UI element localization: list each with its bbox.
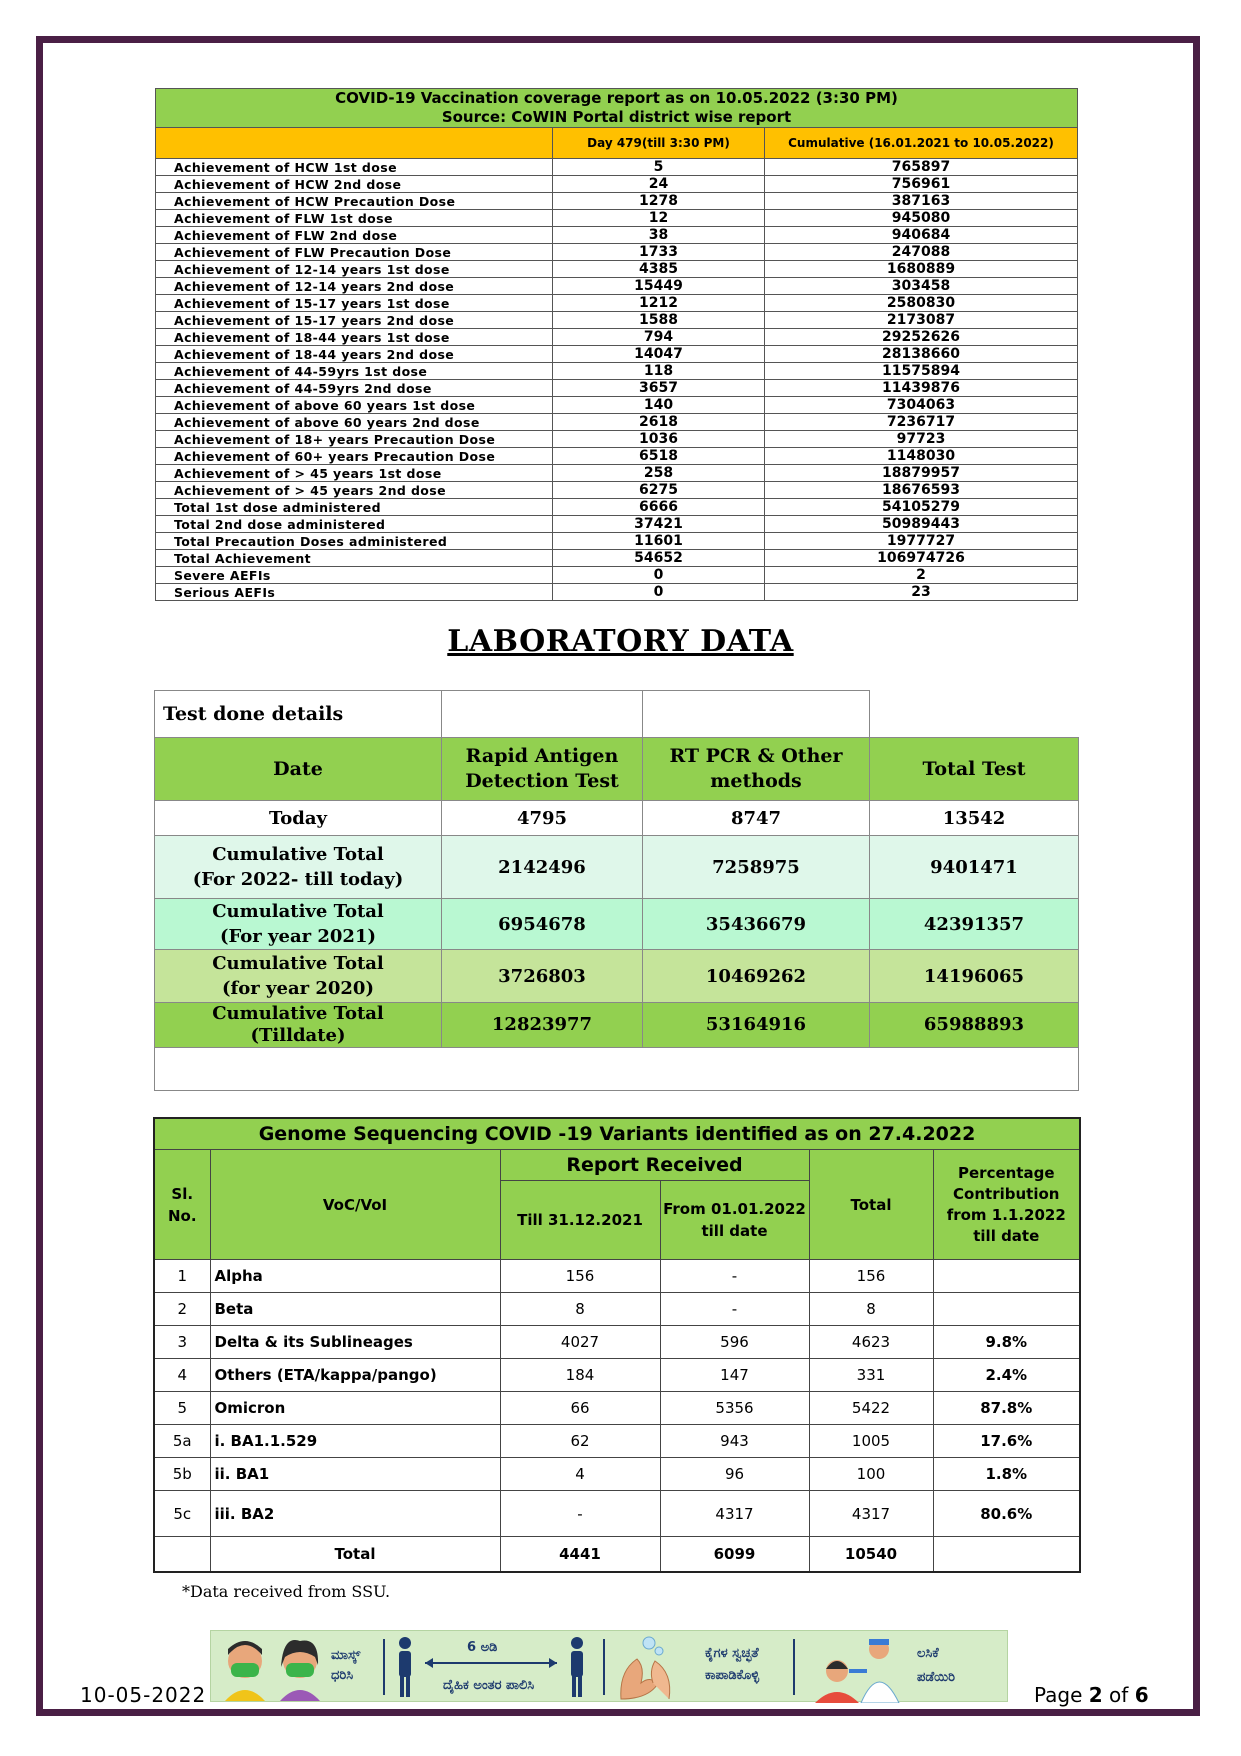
- lab-date-line1: Cumulative Total: [212, 1003, 384, 1024]
- row-cumulative-value: 2580830: [765, 295, 1078, 312]
- genome-total-value: 100: [809, 1458, 933, 1491]
- genome-percentage: [933, 1260, 1080, 1293]
- genome-from-value: 5356: [660, 1392, 809, 1425]
- row-label: Achievement of > 45 years 1st dose: [156, 465, 553, 482]
- genome-col-report: Report Received: [500, 1150, 809, 1181]
- genome-sl: 5: [154, 1392, 210, 1425]
- table-row: [154, 1425, 1080, 1458]
- row-day-value: 14047: [553, 346, 765, 363]
- table-row: [156, 448, 1078, 465]
- vaccination-col-day: Day 479(till 3:30 PM): [553, 128, 765, 159]
- row-label: Total Precaution Doses administered: [156, 533, 553, 550]
- genome-till-value: 156: [500, 1260, 660, 1293]
- lab-col-date: Date: [155, 738, 442, 801]
- genome-variant-name: i. BA1.1.529: [210, 1425, 500, 1458]
- table-row: [154, 1293, 1080, 1326]
- row-label: Achievement of 18+ years Precaution Dose: [156, 431, 553, 448]
- table-row: [156, 312, 1078, 329]
- table-row: [155, 950, 1079, 1003]
- row-day-value: 54652: [553, 550, 765, 567]
- table-row: [156, 210, 1078, 227]
- row-label: Achievement of 12-14 years 2nd dose: [156, 278, 553, 295]
- row-day-value: 1036: [553, 431, 765, 448]
- banner-divider: [383, 1639, 385, 1695]
- page-prefix: Page: [1034, 1683, 1089, 1707]
- genome-percentage: 87.8%: [933, 1392, 1080, 1425]
- table-row: [156, 397, 1078, 414]
- genome-sl: 2: [154, 1293, 210, 1326]
- table-row: [156, 499, 1078, 516]
- table-row: [155, 836, 1079, 899]
- row-day-value: 1733: [553, 244, 765, 261]
- genome-col-from: From 01.01.2022 till date: [660, 1181, 809, 1260]
- genome-variant-name: Others (ETA/kappa/pango): [210, 1359, 500, 1392]
- table-row: [156, 584, 1078, 601]
- genome-total-value: 4317: [809, 1491, 933, 1537]
- table-row: [156, 516, 1078, 533]
- genome-sl: 3: [154, 1326, 210, 1359]
- vaccine-text-2: ಪಡೆಯಿರಿ: [917, 1670, 955, 1685]
- genome-variant-name: ii. BA1: [210, 1458, 500, 1491]
- genome-sl: 4: [154, 1359, 210, 1392]
- genome-from-value: 4317: [660, 1491, 809, 1537]
- row-label: Achievement of 60+ years Precaution Dose: [156, 448, 553, 465]
- lab-date-line1: Cumulative Total: [212, 844, 384, 865]
- genome-total-label: Total: [210, 1537, 500, 1573]
- genome-total-till: 4441: [500, 1537, 660, 1573]
- row-cumulative-value: 106974726: [765, 550, 1078, 567]
- lab-rapid-value: 6954678: [442, 899, 643, 950]
- wash-text-2: ಕಾಪಾಡಿಕೊಳ್ಳಿ: [705, 1668, 760, 1683]
- table-row: [156, 567, 1078, 584]
- row-day-value: 0: [553, 567, 765, 584]
- row-label: Serious AEFIs: [156, 584, 553, 601]
- row-cumulative-value: 7236717: [765, 414, 1078, 431]
- table-row: [156, 414, 1078, 431]
- genome-variant-name: Omicron: [210, 1392, 500, 1425]
- genome-sl: 5a: [154, 1425, 210, 1458]
- row-day-value: 11601: [553, 533, 765, 550]
- row-label: Achievement of 12-14 years 1st dose: [156, 261, 553, 278]
- row-label: Achievement of > 45 years 2nd dose: [156, 482, 553, 499]
- row-day-value: 1212: [553, 295, 765, 312]
- row-label: Achievement of HCW 1st dose: [156, 159, 553, 176]
- row-cumulative-value: 11439876: [765, 380, 1078, 397]
- row-cumulative-value: 2: [765, 567, 1078, 584]
- genome-col-pct: Percentage Contribution from 1.1.2022 till date: [933, 1150, 1080, 1260]
- genome-sl: 5b: [154, 1458, 210, 1491]
- genome-percentage: [933, 1293, 1080, 1326]
- genome-till-value: -: [500, 1491, 660, 1537]
- row-cumulative-value: 18676593: [765, 482, 1078, 499]
- lab-rapid-value: 3726803: [442, 950, 643, 1003]
- footnote: *Data received from SSU.: [182, 1582, 391, 1601]
- genome-total-value: 8: [809, 1293, 933, 1326]
- row-label: Achievement of FLW Precaution Dose: [156, 244, 553, 261]
- lab-date-line2: (For 2022- till today): [192, 869, 404, 890]
- row-label: Achievement of FLW 2nd dose: [156, 227, 553, 244]
- lab-date-line1: Cumulative Total: [212, 901, 384, 922]
- lab-date-line1: Today: [268, 807, 328, 829]
- row-cumulative-value: 247088: [765, 244, 1078, 261]
- genome-till-value: 62: [500, 1425, 660, 1458]
- row-label: Severe AEFIs: [156, 567, 553, 584]
- wash-text-1: ಕೈಗಳ ಸ್ವಚ್ಛತೆ: [705, 1646, 759, 1661]
- row-cumulative-value: 1977727: [765, 533, 1078, 550]
- vaccination-col-cumulative: Cumulative (16.01.2021 to 10.05.2022): [765, 128, 1078, 159]
- genome-total-from: 6099: [660, 1537, 809, 1573]
- row-cumulative-value: 54105279: [765, 499, 1078, 516]
- row-day-value: 0: [553, 584, 765, 601]
- row-cumulative-value: 23: [765, 584, 1078, 601]
- lab-rtpcr-value: 7258975: [643, 836, 870, 899]
- genome-percentage: 9.8%: [933, 1326, 1080, 1359]
- genome-variant-name: Alpha: [210, 1260, 500, 1293]
- genome-col-voc: VoC/VoI: [210, 1150, 500, 1260]
- row-day-value: 12: [553, 210, 765, 227]
- genome-variant-name: Delta & its Sublineages: [210, 1326, 500, 1359]
- page-current: 2: [1088, 1683, 1103, 1707]
- lab-total-value: 13542: [870, 801, 1079, 836]
- lab-date-cell: [155, 836, 442, 899]
- lab-date-line2: (Tilldate): [250, 1025, 346, 1046]
- genome-col-till: Till 31.12.2021: [500, 1181, 660, 1260]
- lab-total-value: 9401471: [870, 836, 1079, 899]
- lab-date-cell: [155, 801, 442, 836]
- page-total: 6: [1134, 1683, 1149, 1707]
- table-row: [156, 295, 1078, 312]
- table-row: [154, 1392, 1080, 1425]
- row-cumulative-value: 2173087: [765, 312, 1078, 329]
- lab-total-value: 65988893: [870, 1003, 1079, 1048]
- row-cumulative-value: 303458: [765, 278, 1078, 295]
- handwash-icon: [611, 1631, 681, 1703]
- row-label: Achievement of 18-44 years 2nd dose: [156, 346, 553, 363]
- lab-date-line2: (for year 2020): [222, 978, 374, 999]
- table-row: [156, 380, 1078, 397]
- table-row: [156, 550, 1078, 567]
- table-row: [156, 465, 1078, 482]
- row-cumulative-value: 28138660: [765, 346, 1078, 363]
- genome-sl: 1: [154, 1260, 210, 1293]
- vaccine-text-1: ಲಸಿಕೆ: [917, 1646, 939, 1661]
- row-label: Total Achievement: [156, 550, 553, 567]
- lab-total-value: 14196065: [870, 950, 1079, 1003]
- genome-variant-name: iii. BA2: [210, 1491, 500, 1537]
- genome-total-total: 10540: [809, 1537, 933, 1573]
- row-label: Achievement of 15-17 years 1st dose: [156, 295, 553, 312]
- row-cumulative-value: 1148030: [765, 448, 1078, 465]
- row-day-value: 258: [553, 465, 765, 482]
- genome-header-row-1: [154, 1150, 1080, 1181]
- lab-rapid-value: 4795: [442, 801, 643, 836]
- genome-title: Genome Sequencing COVID -19 Variants identified as on 27.4.2022: [154, 1118, 1080, 1150]
- genome-till-value: 4: [500, 1458, 660, 1491]
- genome-from-value: 147: [660, 1359, 809, 1392]
- row-label: Achievement of 44-59yrs 2nd dose: [156, 380, 553, 397]
- genome-percentage: 1.8%: [933, 1458, 1080, 1491]
- genome-title-row: [154, 1118, 1080, 1150]
- row-day-value: 5: [553, 159, 765, 176]
- row-day-value: 1278: [553, 193, 765, 210]
- row-label: Achievement of 44-59yrs 1st dose: [156, 363, 553, 380]
- lab-rtpcr-value: 35436679: [643, 899, 870, 950]
- table-row: [154, 1260, 1080, 1293]
- table-row: [156, 261, 1078, 278]
- row-day-value: 6518: [553, 448, 765, 465]
- vaccination-header-row: [156, 128, 1078, 159]
- page-number: [1034, 1683, 1149, 1707]
- row-cumulative-value: 18879957: [765, 465, 1078, 482]
- lab-caption: Test done details: [155, 691, 442, 738]
- row-cumulative-value: 7304063: [765, 397, 1078, 414]
- lab-date-cell: [155, 950, 442, 1003]
- lab-date-line2: (For year 2021): [219, 926, 376, 947]
- table-row: [156, 193, 1078, 210]
- vaccination-header-blank: [156, 128, 553, 159]
- lab-date-cell: [155, 899, 442, 950]
- genome-till-value: 8: [500, 1293, 660, 1326]
- lab-rapid-value: 2142496: [442, 836, 643, 899]
- row-cumulative-value: 940684: [765, 227, 1078, 244]
- genome-from-value: 96: [660, 1458, 809, 1491]
- page-mid: of: [1102, 1683, 1135, 1707]
- lab-col-rapid: Rapid Antigen Detection Test: [442, 738, 643, 801]
- genome-from-value: -: [660, 1260, 809, 1293]
- row-label: Achievement of HCW 2nd dose: [156, 176, 553, 193]
- table-row: [155, 899, 1079, 950]
- genome-percentage: 2.4%: [933, 1359, 1080, 1392]
- table-row: [154, 1326, 1080, 1359]
- row-label: Achievement of HCW Precaution Dose: [156, 193, 553, 210]
- row-cumulative-value: 11575894: [765, 363, 1078, 380]
- row-label: Achievement of FLW 1st dose: [156, 210, 553, 227]
- table-row: [156, 482, 1078, 499]
- vaccination-title-line1: COVID-19 Vaccination coverage report as on 10.05.2022 (3:30 PM): [335, 89, 898, 107]
- person-icon-right: [561, 1631, 593, 1703]
- genome-total-value: 1005: [809, 1425, 933, 1458]
- table-row: [156, 431, 1078, 448]
- genome-sl: 5c: [154, 1491, 210, 1537]
- table-row: [154, 1458, 1080, 1491]
- lab-total-value: 42391357: [870, 899, 1079, 950]
- banner-divider: [793, 1639, 795, 1695]
- lab-rtpcr-value: 53164916: [643, 1003, 870, 1048]
- lab-blank-row: [155, 1048, 1079, 1091]
- table-row: [156, 346, 1078, 363]
- table-row: [156, 244, 1078, 261]
- lab-rapid-value: 12823977: [442, 1003, 643, 1048]
- row-day-value: 2618: [553, 414, 765, 431]
- table-row: [156, 278, 1078, 295]
- laboratory-table: [154, 690, 1079, 1091]
- row-day-value: 4385: [553, 261, 765, 278]
- row-day-value: 140: [553, 397, 765, 414]
- vaccination-title-row: [156, 89, 1078, 128]
- row-label: Total 2nd dose administered: [156, 516, 553, 533]
- mask-text-1: ಮಾಸ್ಕ್: [331, 1648, 361, 1663]
- distance-text-1: 6 ಅಡಿ: [467, 1640, 498, 1655]
- genome-till-value: 66: [500, 1392, 660, 1425]
- row-day-value: 3657: [553, 380, 765, 397]
- row-day-value: 1588: [553, 312, 765, 329]
- lab-caption-row: [155, 691, 1079, 738]
- vaccine-icon: [807, 1631, 907, 1703]
- row-cumulative-value: 1680889: [765, 261, 1078, 278]
- table-row: [156, 159, 1078, 176]
- row-day-value: 118: [553, 363, 765, 380]
- row-cumulative-value: 29252626: [765, 329, 1078, 346]
- genome-table: [153, 1117, 1081, 1573]
- row-day-value: 6666: [553, 499, 765, 516]
- lab-date-line1: Cumulative Total: [212, 953, 384, 974]
- row-label: Achievement of 15-17 years 2nd dose: [156, 312, 553, 329]
- genome-percentage: 17.6%: [933, 1425, 1080, 1458]
- row-day-value: 38: [553, 227, 765, 244]
- row-cumulative-value: 50989443: [765, 516, 1078, 533]
- table-row: [156, 533, 1078, 550]
- vaccination-table: [155, 88, 1078, 601]
- row-label: Achievement of 18-44 years 1st dose: [156, 329, 553, 346]
- row-day-value: 6275: [553, 482, 765, 499]
- table-row: [156, 176, 1078, 193]
- distance-text-2: ದೈಹಿಕ ಅಂತರ ಪಾಲಿಸಿ: [443, 1678, 535, 1693]
- genome-from-value: 943: [660, 1425, 809, 1458]
- row-label: Total 1st dose administered: [156, 499, 553, 516]
- row-day-value: 24: [553, 176, 765, 193]
- banner-divider: [603, 1639, 605, 1695]
- row-cumulative-value: 387163: [765, 193, 1078, 210]
- lab-col-total: Total Test: [870, 738, 1079, 801]
- lab-date-cell: [155, 1003, 442, 1048]
- row-day-value: 794: [553, 329, 765, 346]
- row-day-value: 15449: [553, 278, 765, 295]
- laboratory-heading: LABORATORY DATA: [447, 624, 794, 659]
- row-label: Achievement of above 60 years 1st dose: [156, 397, 553, 414]
- table-row: [156, 329, 1078, 346]
- row-cumulative-value: 765897: [765, 159, 1078, 176]
- mask-icon: [215, 1631, 335, 1703]
- person-icon-left: [389, 1631, 421, 1703]
- vaccination-title-line2: Source: CoWIN Portal district wise report: [441, 108, 792, 126]
- table-row: [154, 1359, 1080, 1392]
- row-label: Achievement of above 60 years 2nd dose: [156, 414, 553, 431]
- genome-till-value: 4027: [500, 1326, 660, 1359]
- genome-from-value: -: [660, 1293, 809, 1326]
- footer-date: 10-05-2022: [80, 1683, 207, 1707]
- lab-rtpcr-value: 8747: [643, 801, 870, 836]
- lab-col-rtpcr: RT PCR & Other methods: [643, 738, 870, 801]
- row-day-value: 37421: [553, 516, 765, 533]
- genome-variant-name: Beta: [210, 1293, 500, 1326]
- genome-total-value: 331: [809, 1359, 933, 1392]
- table-row: [154, 1491, 1080, 1537]
- table-row: [155, 1003, 1079, 1048]
- lab-header-row: [155, 738, 1079, 801]
- genome-total-value: 156: [809, 1260, 933, 1293]
- genome-total-row: [154, 1537, 1080, 1573]
- row-cumulative-value: 756961: [765, 176, 1078, 193]
- table-row: [155, 801, 1079, 836]
- genome-till-value: 184: [500, 1359, 660, 1392]
- vaccination-title: [156, 89, 1078, 128]
- table-row: [156, 227, 1078, 244]
- table-row: [156, 363, 1078, 380]
- safety-banner: [210, 1630, 1008, 1702]
- genome-total-value: 5422: [809, 1392, 933, 1425]
- genome-col-total: Total: [809, 1150, 933, 1260]
- genome-percentage: 80.6%: [933, 1491, 1080, 1537]
- mask-text-2: ಧರಿಸಿ: [331, 1668, 354, 1683]
- genome-total-value: 4623: [809, 1326, 933, 1359]
- genome-from-value: 596: [660, 1326, 809, 1359]
- row-cumulative-value: 945080: [765, 210, 1078, 227]
- row-cumulative-value: 97723: [765, 431, 1078, 448]
- lab-rtpcr-value: 10469262: [643, 950, 870, 1003]
- genome-col-sl: Sl. No.: [154, 1150, 210, 1260]
